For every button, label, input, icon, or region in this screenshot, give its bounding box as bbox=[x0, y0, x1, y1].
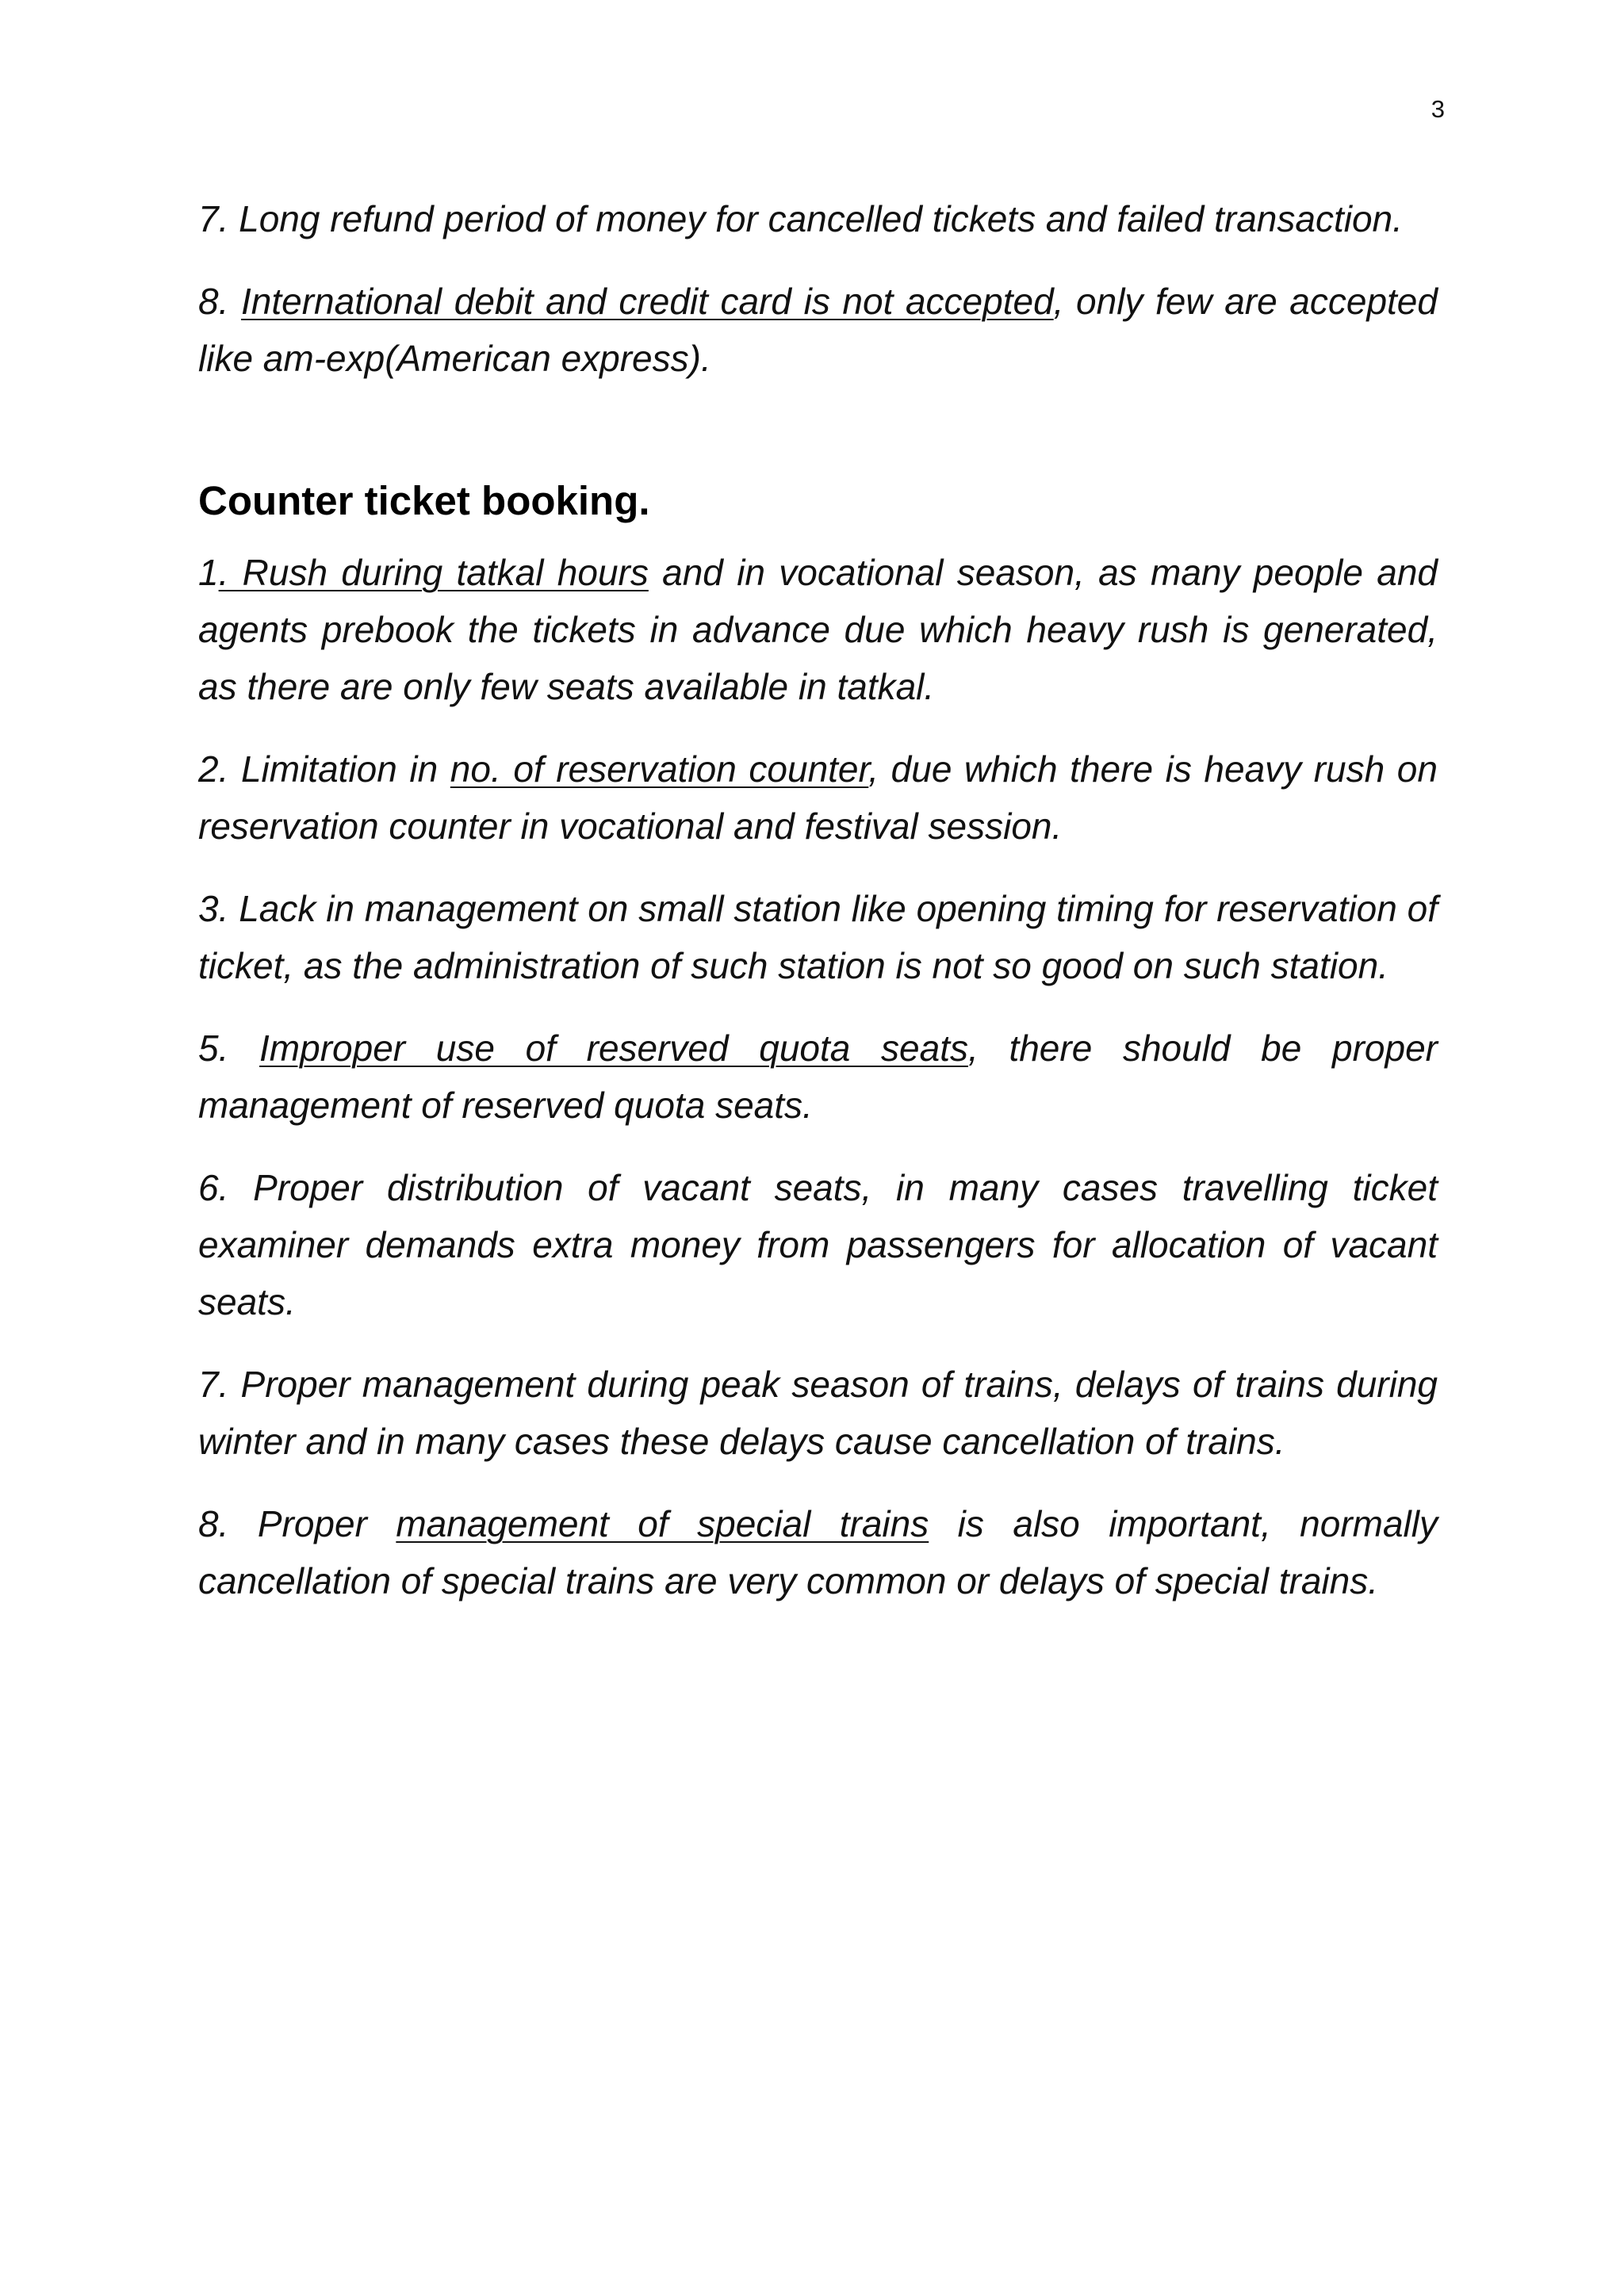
item-text: 2. Limitation in bbox=[198, 748, 450, 790]
page-content bbox=[198, 190, 1438, 1635]
list-item bbox=[198, 273, 1438, 387]
item-underlined-text: management of special trains bbox=[396, 1503, 929, 1544]
item-underlined-text: Improper use of reserved quota seats bbox=[259, 1027, 968, 1069]
list-item bbox=[198, 1495, 1438, 1609]
list-item bbox=[198, 190, 1438, 247]
item-text: 7. Long refund period of money for cancelled tickets and failed transaction. bbox=[198, 198, 1403, 239]
item-text: 8. bbox=[198, 281, 241, 322]
item-underlined-text: no. of reservation counter bbox=[450, 748, 869, 790]
item-text: 5. bbox=[198, 1027, 260, 1069]
item-text: , only few are accepted like am-exp(American express). bbox=[198, 281, 1438, 379]
section-heading: Counter ticket booking. bbox=[198, 478, 650, 523]
item-text: 3. Lack in management on small station like opening timing for reservation of ticket, as the administration of such station is not so good on such station. bbox=[198, 888, 1438, 986]
item-text: , there should be proper management of reserved quota seats. bbox=[198, 1027, 1438, 1126]
item-text: 7. Proper management during peak season of trains, delays of trains during winter and in many cases these delays cause cancellation of trains. bbox=[198, 1364, 1438, 1462]
list-item bbox=[198, 1020, 1438, 1134]
item-text: 8. Proper bbox=[198, 1503, 396, 1544]
item-text: 1 bbox=[198, 552, 219, 593]
list-item bbox=[198, 1159, 1438, 1330]
item-text: is also important, normally cancellation of special trains are very common or delays of special trains. bbox=[198, 1503, 1438, 1601]
item-underlined-text: International debit and credit card is not accepted bbox=[240, 281, 1054, 322]
list-item bbox=[198, 1356, 1438, 1470]
list-item bbox=[198, 880, 1438, 994]
page-number: 3 bbox=[1431, 95, 1445, 123]
item-text: , due which there is heavy rush on reservation counter in vocational and festival session. bbox=[198, 748, 1438, 847]
list-item bbox=[198, 740, 1438, 855]
item-underlined-text: . Rush during tatkal hours bbox=[218, 552, 649, 593]
item-text: and in vocational season, as many people and agents prebook the tickets in advance due which heavy rush is generated, as there are only few seats available in tatkal. bbox=[198, 552, 1438, 707]
item-text: 6. Proper distribution of vacant seats, in many cases travelling ticket examiner demands extra money from passengers for allocation of vacant seats. bbox=[198, 1167, 1438, 1322]
list-item bbox=[198, 544, 1438, 715]
